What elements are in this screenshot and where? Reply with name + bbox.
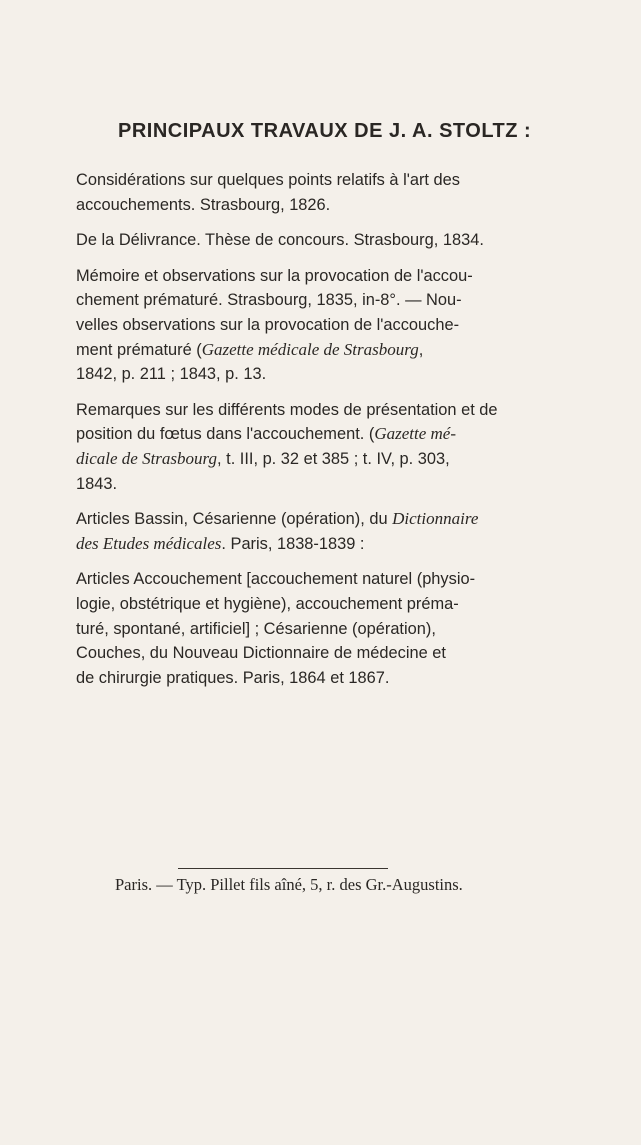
printer-imprint: Paris. — Typ. Pillet fils aîné, 5, r. des Gr.-Augustins. — [115, 875, 463, 894]
bibliography-entry-2 — [76, 228, 580, 253]
bibliography-entry-5 — [76, 507, 580, 556]
entry-line: De la Délivrance. Thèse de concours. Strasbourg, 1834. — [76, 231, 484, 250]
journal-title: Gazette mé- — [374, 424, 456, 444]
entry-line: Remarques sur les différents modes de présentation et de — [76, 400, 498, 419]
entry-line: de chirurgie pratiques. Paris, 1864 et 1867. — [76, 668, 390, 687]
bibliography-entry-1 — [76, 168, 580, 217]
entry-line: Mémoire et observations sur la provocation de l'accou- — [76, 266, 473, 285]
footer-divider — [178, 868, 388, 869]
entry-line: velles observations sur la provocation de l'accouche- — [76, 315, 460, 334]
entry-line: Articles Bassin, Césarienne (opération), du — [76, 510, 393, 529]
entry-line: accouchements. Strasbourg, 1826. — [76, 195, 331, 214]
entry-line: Couches, du Nouveau Dictionnaire de médecine et — [76, 644, 446, 663]
bibliography-list — [76, 168, 580, 701]
entry-line: turé, spontané, artificiel] ; Césarienne (opération), — [76, 619, 436, 638]
bibliography-entry-6 — [76, 567, 580, 690]
entry-line: chement prématuré. Strasbourg, 1835, in-8°. — Nou- — [76, 291, 462, 310]
entry-line: 1843. — [76, 474, 118, 493]
entry-line: Considérations sur quelques points relatifs à l'art des — [76, 171, 460, 189]
journal-title: dicale de Strasbourg — [76, 448, 218, 468]
journal-title: Gazette médicale de Strasbourg — [201, 339, 419, 359]
dictionary-title: des Etudes médicales — [76, 533, 222, 553]
dictionary-title: Dictionnaire — [392, 509, 479, 529]
entry-line: 1842, p. 211 ; 1843, p. 13. — [76, 365, 267, 384]
entry-line: , t. III, p. 32 et 385 ; t. IV, p. 303, — [217, 449, 450, 468]
bibliography-entry-4 — [76, 398, 580, 496]
entry-line: logie, obstétrique et hygiène), accouchement préma- — [76, 594, 459, 613]
bibliography-entry-3 — [76, 264, 580, 387]
page-title: PRINCIPAUX TRAVAUX DE J. A. STOLTZ : — [118, 120, 532, 142]
entry-line: Articles Accouchement [accouchement naturel (physio- — [76, 570, 476, 589]
entry-line: ment prématuré ( — [76, 340, 202, 359]
entry-line: . Paris, 1838-1839 : — [221, 534, 365, 553]
entry-line: position du fœtus dans l'accouchement. ( — [76, 425, 375, 444]
entry-line: , — [418, 340, 424, 359]
